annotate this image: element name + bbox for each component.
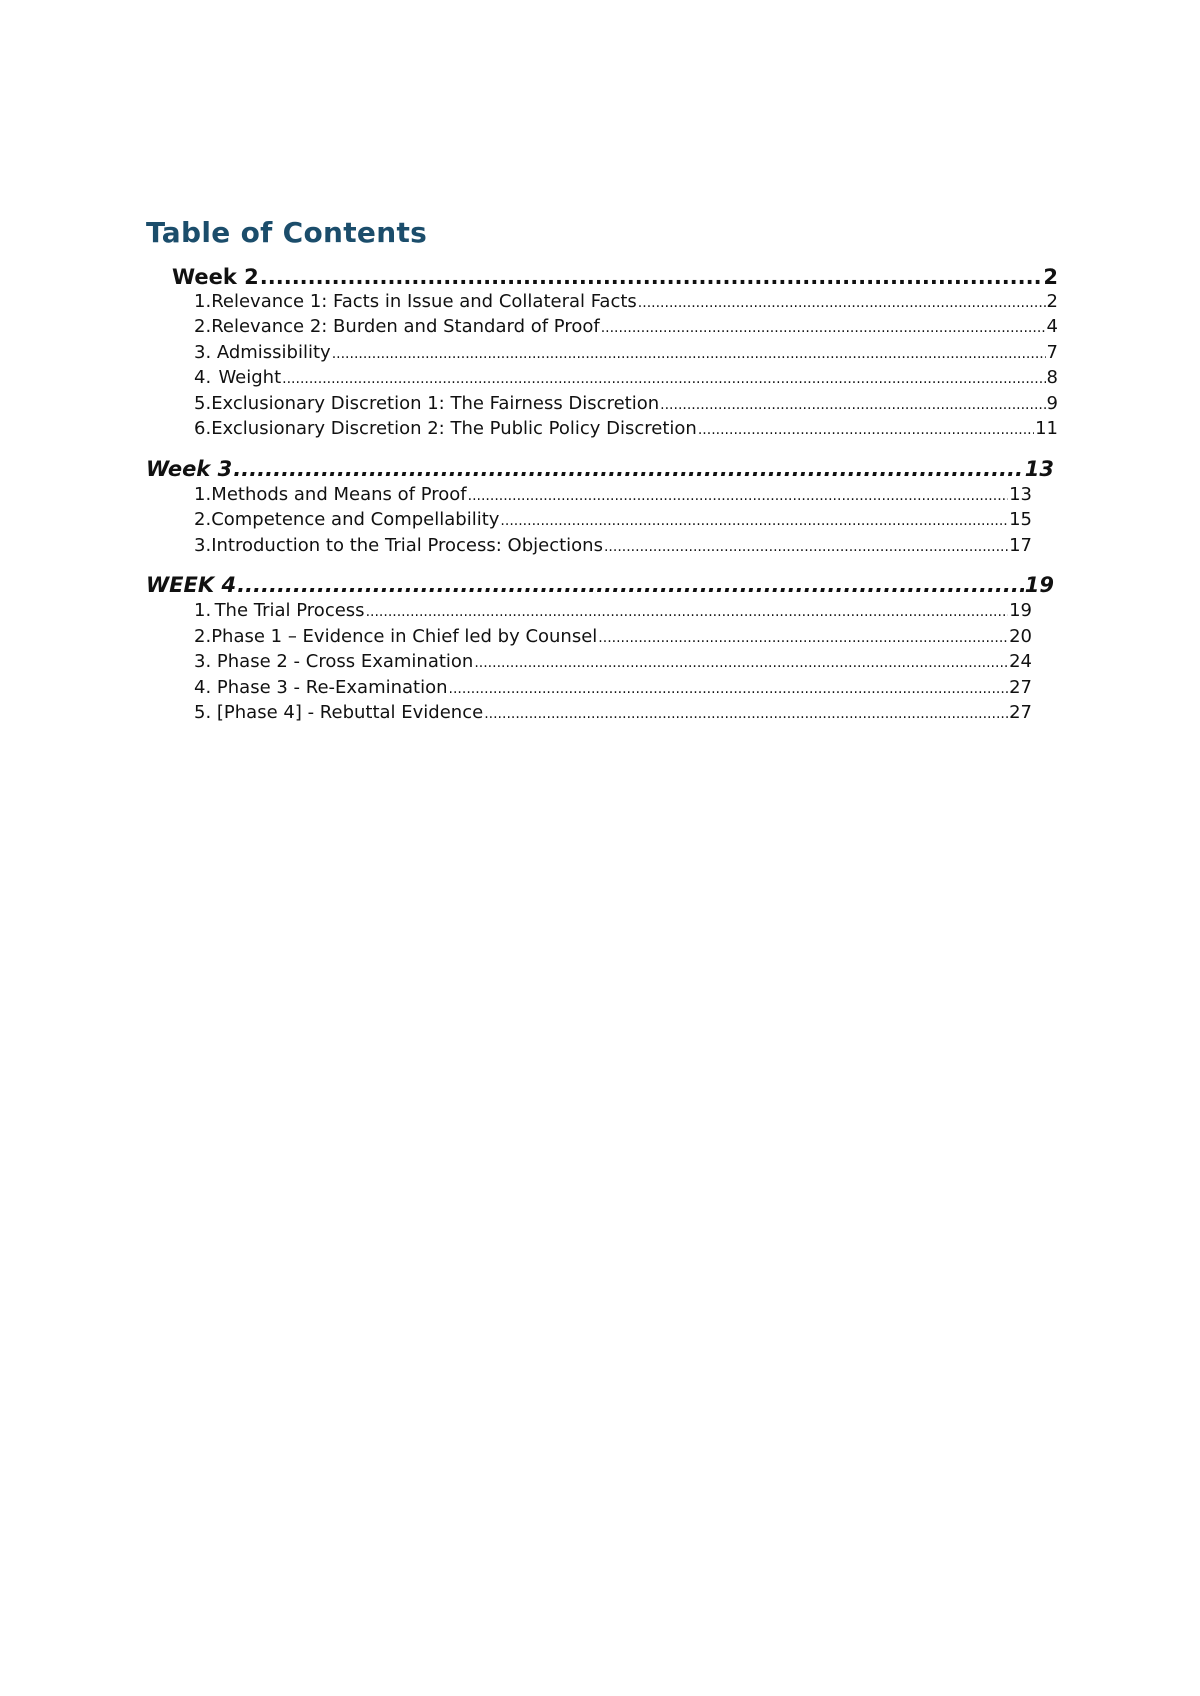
toc-page-number: 17 <box>1009 534 1032 556</box>
toc-entry[interactable] <box>146 341 1058 367</box>
toc-leader <box>260 264 1043 290</box>
toc-entry-number: 1. <box>194 290 212 312</box>
toc-entry[interactable] <box>146 417 1058 443</box>
toc-entry-label: Relevance 1: Facts in Issue and Collateral Facts <box>211 290 637 312</box>
toc-entry-number: 6. <box>194 418 212 440</box>
toc-heading-week-4[interactable] <box>146 571 1058 599</box>
toc-entry-label: Exclusionary Discretion 1: The Fairness Discretion <box>211 392 660 414</box>
toc-page-number: 15 <box>1009 509 1032 531</box>
toc-entry-number: 2. <box>194 509 212 531</box>
toc-page-number: 7 <box>1046 341 1058 363</box>
toc-entry-label: 3. Phase 2 - Cross Examination <box>194 651 474 673</box>
toc-entry-label: Phase 1 – Evidence in Chief led by Counsel <box>211 625 598 647</box>
toc-page-number: 9 <box>1046 392 1058 414</box>
toc-leader <box>468 485 1008 509</box>
toc-entry-label: Introduction to the Trial Process: Objections <box>211 534 603 556</box>
toc-entry-label: The Trial Process <box>214 600 365 622</box>
toc-heading-label: Week 2 <box>172 264 259 289</box>
toc-page-number: 2 <box>1046 290 1058 312</box>
toc-heading-week-3[interactable] <box>146 455 1058 483</box>
toc-entry[interactable] <box>146 701 1058 727</box>
toc-page-number: 27 <box>1009 676 1032 698</box>
toc-entry-label: 5. [Phase 4] - Rebuttal Evidence <box>194 702 484 724</box>
toc-heading-label: Week 3 <box>146 456 233 481</box>
toc-entry[interactable] <box>146 315 1058 341</box>
toc-page-number: 20 <box>1009 625 1032 647</box>
toc-entry[interactable] <box>146 625 1058 651</box>
toc-page-number: 11 <box>1035 418 1058 440</box>
toc-entry-number: 4. <box>194 367 212 389</box>
toc-title: Table of Contents <box>146 216 428 249</box>
toc-entry-label: Admissibility <box>216 341 331 363</box>
toc-entry-number: 2. <box>194 625 212 647</box>
toc-leader <box>638 292 1046 316</box>
toc-entry[interactable] <box>146 599 1058 625</box>
toc-entry[interactable] <box>146 392 1058 418</box>
table-of-contents <box>146 216 1058 727</box>
toc-leader <box>237 571 1024 599</box>
toc-group-week-4 <box>146 571 1058 727</box>
toc-entry[interactable] <box>146 650 1058 676</box>
toc-page-number: 2 <box>1043 264 1058 289</box>
toc-entry[interactable] <box>146 366 1058 392</box>
toc-group-week-2 <box>146 264 1058 443</box>
toc-leader <box>598 627 1008 651</box>
toc-entry-label: Exclusionary Discretion 2: The Public Policy Discretion <box>211 418 697 440</box>
toc-leader <box>233 455 1024 483</box>
toc-page-number: 4 <box>1046 316 1058 338</box>
toc-leader <box>332 343 1046 367</box>
toc-leader <box>500 510 1008 534</box>
toc-leader <box>449 678 1009 702</box>
toc-entry[interactable] <box>146 534 1058 560</box>
toc-entry[interactable] <box>146 508 1058 534</box>
toc-entry-label: Weight <box>218 367 282 389</box>
toc-entry-label: Relevance 2: Burden and Standard of Proof <box>211 316 600 338</box>
toc-entry-number: 1. <box>194 483 212 505</box>
toc-page-number: 13 <box>1024 456 1054 481</box>
toc-entry-label: Competence and Compellability <box>211 509 500 531</box>
toc-entry-number: 3. <box>194 341 212 363</box>
toc-group-week-3 <box>146 455 1058 560</box>
toc-page-number: 27 <box>1009 702 1032 724</box>
toc-entry[interactable] <box>146 676 1058 702</box>
toc-entry-number: 2. <box>194 316 212 338</box>
toc-page-number: 19 <box>1009 600 1032 622</box>
toc-page-number: 13 <box>1009 483 1032 505</box>
toc-entry[interactable] <box>146 290 1058 316</box>
toc-entry[interactable] <box>146 483 1058 509</box>
toc-leader <box>698 419 1034 443</box>
toc-leader <box>660 394 1045 418</box>
toc-leader <box>282 368 1045 392</box>
toc-heading-week-2[interactable] <box>146 264 1058 290</box>
toc-entry-label: Methods and Means of Proof <box>211 483 467 505</box>
toc-entry-number: 1. <box>194 600 212 622</box>
toc-leader <box>604 536 1008 560</box>
toc-leader <box>484 703 1008 727</box>
toc-leader <box>474 652 1008 676</box>
toc-page-number: 19 <box>1024 573 1054 598</box>
toc-leader <box>366 601 1009 625</box>
toc-page-number: 8 <box>1046 367 1058 389</box>
toc-entry-label: 4. Phase 3 - Re-Examination <box>194 676 448 698</box>
toc-entry-number: 3. <box>194 534 212 556</box>
toc-entry-number: 5. <box>194 392 212 414</box>
toc-heading-label: WEEK 4 <box>146 573 237 598</box>
toc-page-number: 24 <box>1009 651 1032 673</box>
toc-leader <box>601 317 1046 341</box>
